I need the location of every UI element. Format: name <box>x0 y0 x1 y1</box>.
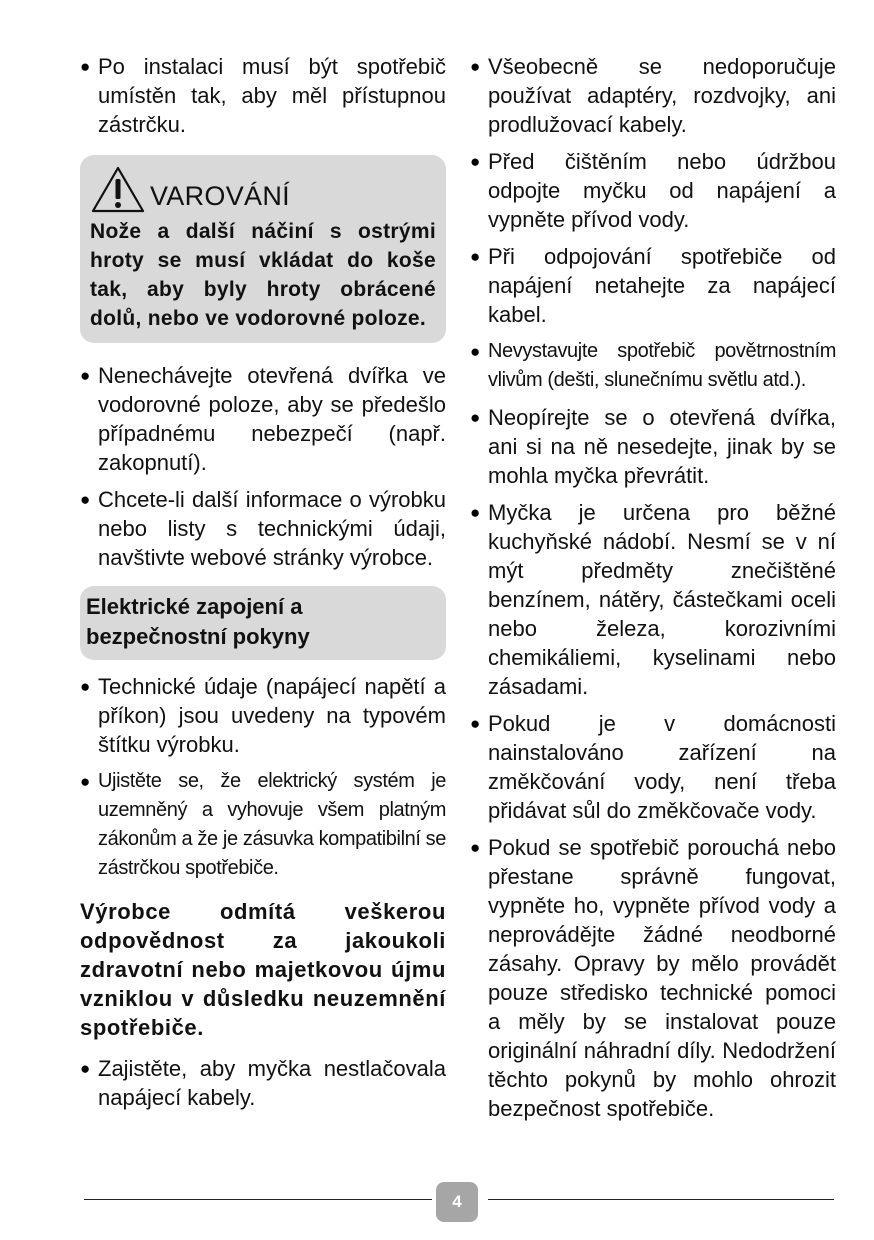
bullet-text: Po instalaci musí být spotřebič umístěn tak, aby měl přístupnou zástrčku. <box>98 54 446 137</box>
left-column <box>80 52 446 1120</box>
bullet-dot: ● <box>470 247 481 266</box>
warning-box <box>80 155 446 343</box>
bullet-text: Technické údaje (napájecí napětí a příkon) jsou uvedeny na typovém štítku výrobku. <box>98 674 446 757</box>
page-number-badge: 4 <box>436 1182 478 1222</box>
page-footer <box>84 1182 834 1222</box>
bullet-dot: ● <box>470 838 481 857</box>
bullet-dot: ● <box>470 503 481 522</box>
bullet-item <box>470 52 836 139</box>
bullet-item <box>80 52 446 139</box>
bullet-text: Nevystavujte spotřebič povětrnostním vlivům (dešti, slunečnímu světlu atd.). <box>488 340 836 391</box>
bullet-text: Neopírejte se o otevřená dvířka, ani si na ně nesedejte, jinak by se mohla myčka převrátit. <box>488 405 836 488</box>
bullet-item <box>80 361 446 477</box>
bullet-text: Nenechávejte otevřená dvířka ve vodorovné poloze, aby se předešlo případnému nebezpečí (např. zakopnutí). <box>98 363 446 475</box>
bullet-item <box>80 767 446 883</box>
bullet-dot: ● <box>80 366 91 385</box>
bullet-dot: ● <box>470 57 481 76</box>
right-column <box>470 52 836 1131</box>
bullet-text: Pokud je v domácnosti nainstalováno zařízení na změkčování vody, není třeba přidávat sůl do změkčovače vody. <box>488 711 836 823</box>
bullet-dot: ● <box>80 57 91 76</box>
bullet-dot: ● <box>470 408 481 427</box>
bullet-item <box>470 498 836 701</box>
bullet-item <box>80 1054 446 1112</box>
bullet-text: Ujistěte se, že elektrický systém je uzemněný a vyhovuje všem platným zákonům a že je zásuvka kompatibilní se zástrčkou spotřebiče. <box>98 770 446 879</box>
bullet-dot: ● <box>470 342 481 361</box>
warning-text: Nože a další náčiní s ostrými hroty se musí vkládat do koše tak, aby byly hroty obrácené dolů, nebo ve vodorovné poloze. <box>90 220 436 330</box>
warning-title: VAROVÁNÍ <box>150 180 290 211</box>
bullet-item <box>470 337 836 395</box>
bullet-item <box>80 672 446 759</box>
bullet-dot: ● <box>470 152 481 171</box>
footer-rule-right <box>488 1199 834 1200</box>
bullet-text: Při odpojování spotřebiče od napájení netahejte za napájecí kabel. <box>488 244 836 327</box>
bullet-item <box>470 242 836 329</box>
bullet-text: Zajistěte, aby myčka nestlačovala napájecí kabely. <box>98 1056 446 1110</box>
bullet-dot: ● <box>80 490 91 509</box>
bullet-text: Myčka je určena pro běžné kuchyňské nádobí. Nesmí se v ní mýt předměty znečištěné benzínem, nátěry, částečkami oceli nebo železa, korozivními chemikáliemi, kyselinami nebo zásadami. <box>488 500 836 699</box>
bullet-text: Pokud se spotřebič porouchá nebo přestane správně fungovat, vypněte ho, vypněte přívod vody a neprovádějte žádné neodborné zásahy. Opravy by mělo provádět pouze středisko technické pomoci a měly by se instalovat pouze originální náhradní díly. Nedodržení těchto pokynů by mohlo ohrozit bezpečnost spotřebiče. <box>488 835 836 1121</box>
bullet-text: Chcete-li další informace o výrobku nebo listy s technickými údaji, navštivte webové stránky výrobce. <box>98 487 446 570</box>
bullet-text: Všeobecně se nedoporučuje používat adaptéry, rozdvojky, ani prodlužovací kabely. <box>488 54 836 137</box>
bullet-dot: ● <box>80 677 91 696</box>
liability-disclaimer: Výrobce odmítá veškerou odpovědnost za jakoukoli zdravotní nebo majetkovou újmu vzniklou v důsledku neuzemnění spotřebiče. <box>80 899 446 1040</box>
bullet-item <box>470 709 836 825</box>
warning-triangle-icon <box>90 165 146 215</box>
section-heading: Elektrické zapojení a bezpečnostní pokyny <box>80 586 446 660</box>
bullet-item <box>470 147 836 234</box>
bullet-item <box>470 833 836 1123</box>
bullet-item <box>470 403 836 490</box>
bullet-text: Před čištěním nebo údržbou odpojte myčku od napájení a vypněte přívod vody. <box>488 149 836 232</box>
bullet-dot: ● <box>80 1059 91 1078</box>
bullet-dot: ● <box>470 714 481 733</box>
warning-header <box>90 163 436 217</box>
footer-rule-left <box>84 1199 432 1200</box>
bullet-dot: ● <box>80 772 91 791</box>
bullet-item <box>80 485 446 572</box>
